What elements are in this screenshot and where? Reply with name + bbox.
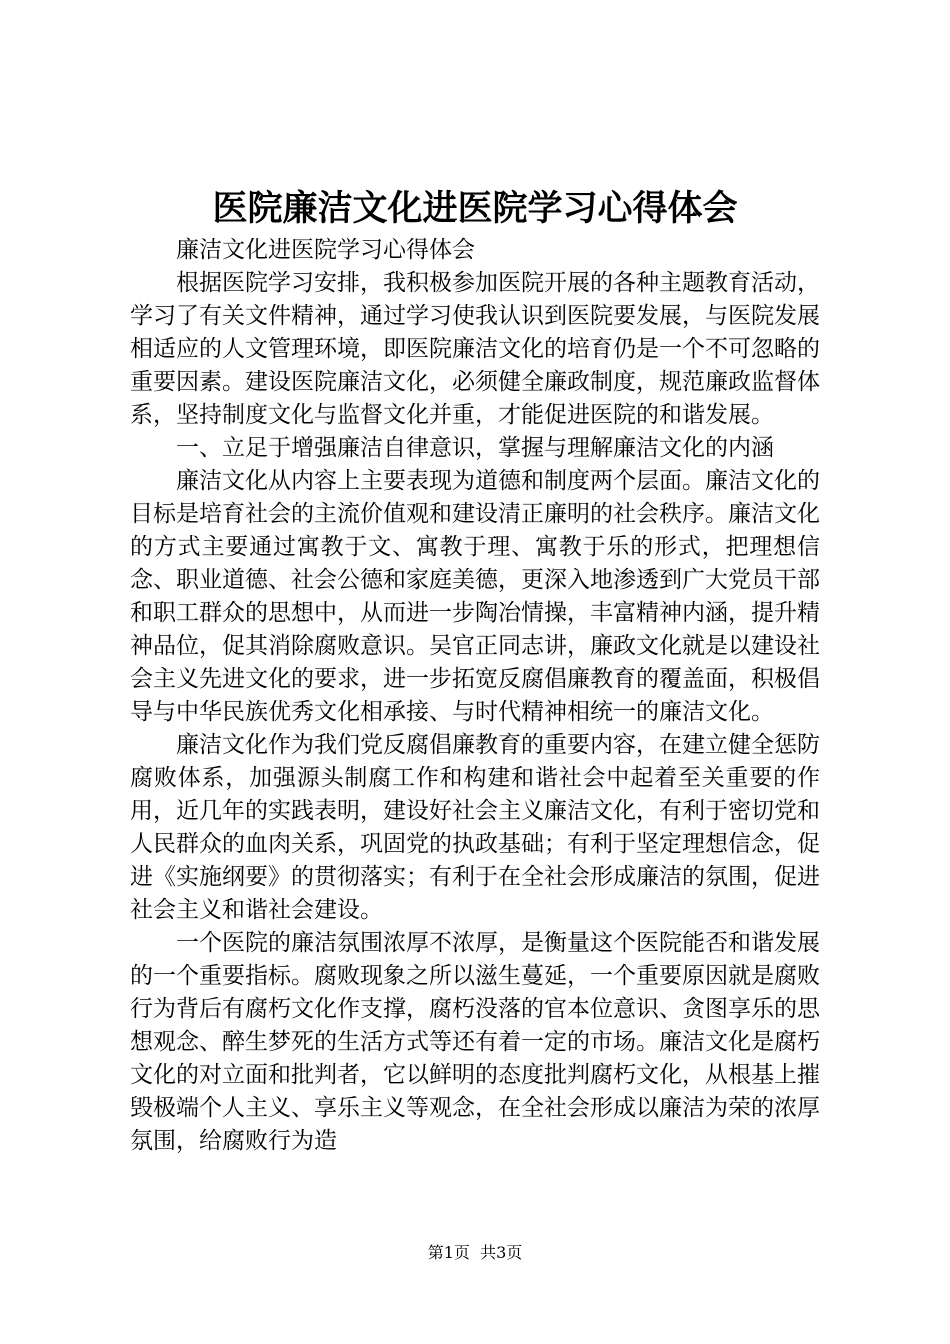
document-body bbox=[130, 234, 820, 1158]
document-title: 医院廉洁文化进医院学习心得体会 bbox=[212, 189, 738, 229]
body-paragraph: 一个医院的廉洁氛围浓厚不浓厚，是衡量这个医院能否和谐发展的一个重要指标。腐败现象之所以滋生蔓延，一个重要原因就是腐败行为背后有腐朽文化作支撑，腐朽没落的官本位意识、贪图享乐的思想观念、醉生梦死的生活方式等还有着一定的市场。廉洁文化是腐朽文化的对立面和批判者，它以鲜明的态度批判腐朽文化，从根基上摧毁极端个人主义、享乐主义等观念，在全社会形成以廉洁为荣的浓厚氛围，给腐败行为造 bbox=[130, 930, 820, 1154]
body-paragraph: 廉洁文化作为我们党反腐倡廉教育的重要内容，在建立健全惩防腐败体系，加强源头制腐工作和构建和谐社会中起着至关重要的作用，近几年的实践表明，建设好社会主义廉洁文化，有利于密切党和人民群众的血肉关系，巩固党的执政基础；有利于坚定理想信念，促进《实施纲要》的贯彻落实；有利于在全社会形成廉洁的氛围，促进社会主义和谐社会建设。 bbox=[130, 732, 820, 923]
subtitle-paragraph: 廉洁文化进医院学习心得体会 bbox=[176, 237, 475, 263]
page-number: 第1页 共3页 bbox=[427, 1243, 523, 1262]
intro-paragraph: 根据医院学习安排，我积极参加医院开展的各种主题教育活动，学习了有关文件精神，通过学习使我认识到医院要发展，与医院发展相适应的人文管理环境，即医院廉洁文化的培育仍是一个不可忽略的重要因素。建设医院廉洁文化，必须健全廉政制度，规范廉政监督体系，坚持制度文化与监督文化并重，才能促进医院的和谐发展。 bbox=[130, 270, 820, 428]
body-paragraph: 廉洁文化从内容上主要表现为道德和制度两个层面。廉洁文化的目标是培育社会的主流价值观和建设清正廉明的社会秩序。廉洁文化的方式主要通过寓教于文、寓教于理、寓教于乐的形式，把理想信念、职业道德、社会公德和家庭美德，更深入地渗透到广大党员干部和职工群众的思想中，从而进一步陶冶情操，丰富精神内涵，提升精神品位，促其消除腐败意识。吴官正同志讲，廉政文化就是以建设社会主义先进文化的要求，进一步拓宽反腐倡廉教育的覆盖面，积极倡导与中华民族优秀文化相承接、与时代精神相统一的廉洁文化。 bbox=[130, 468, 820, 725]
page-footer bbox=[0, 1242, 950, 1264]
section-heading: 一、立足于增强廉洁自律意识，掌握与理解廉洁文化的内涵 bbox=[176, 435, 774, 461]
